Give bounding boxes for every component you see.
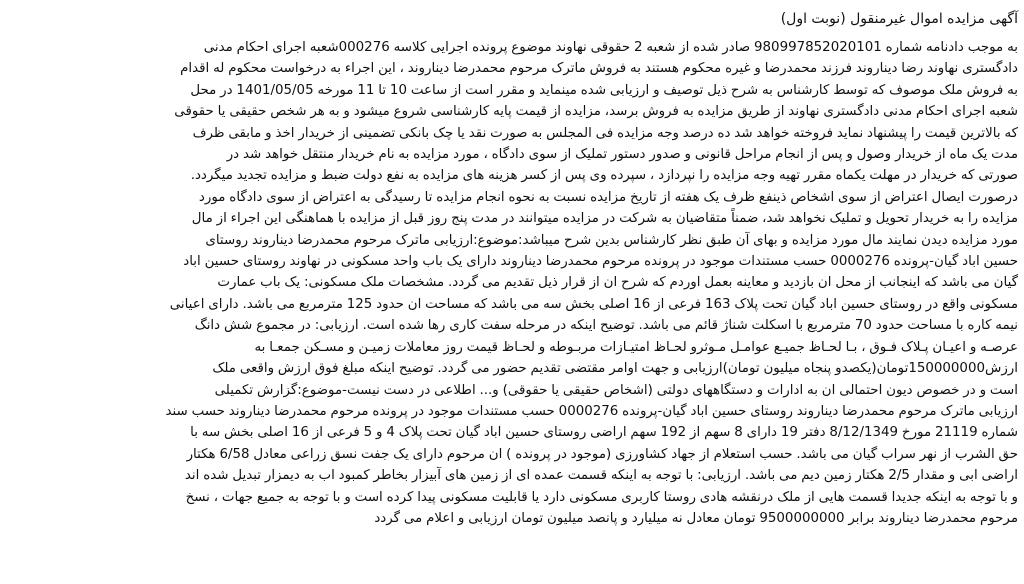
notice-line: حسین اباد گیان-پرونده 0000276 حسب مستندات موجود در پرونده مرحوم محمدرضا دیناروند دارای یک باب واحد مسکونی در نهاوند روستای حسین اباد — [183, 254, 1018, 270]
notice-title: آگهی مزایده اموال غیرمنقول (نوبت اول) — [780, 11, 1018, 27]
notice-line: دادگستری نهاوند رضا دیناروند فرزند محمدرضا و غیره محکوم هستند به فروش ماترک مرحوم محمدرضا دیناروند ، این اجراء به درخواست محکوم له اقدام — [180, 61, 1018, 77]
notice-line: مدت یک ماه از خریدار وصول و پس از انجام مراحل قانونی و صدور دستور تملیک از سوی دادگاه ، مورد مزایده به نام خریدار منتقل خواهد شد در — [226, 147, 1018, 163]
notice-line: درصورت ایصال اعتراض از سوی اشخاص ذینفع ظرف یک هفته از تاریخ مزایده نسبت به نحوه انجام مزایده تا رسیدگی به اعتراض از سوی دادگاه مورد — [198, 189, 1018, 205]
notice-line: است و در خصوص دیون احتمالی ان به ادارات و دستگاههای دولتی (اشخاص حقیقی یا حقوقی) و... اطلاعی در دست نیست-موضوع:گزارش تکمیلی — [214, 382, 1018, 398]
notice-line: ارزش150000000تومان(یکصدو پنجاه میلیون تومان)ارزیابی و جهت اوامر مقتضی تقدیم حضور می گردد. توضیح اینکه مبلغ فوق ارزش واقعی ملک — [212, 361, 1018, 377]
notice-line: مورد مزایده دیدن نمایند مال مورد مزایده و بهای آن طبق نظر کارشناس بدین شرح میباشد:موضوع:ارزیابی ماترک مرحوم محمدرضا دیناروند روستای — [205, 232, 1018, 248]
notice-line: عرصـه و اعیـان پـلاک فـوق ، بـا لحـاظ جمیـع عوامـل مـوثرو لحـاظ امتیـازات مربـوطه و لحـاظ قیمت روز معاملات زمیـن و مسـکن جمعـا به — [254, 339, 1018, 355]
notice-line: به موجب دادنامه شماره 980997852020101 صادر شده از شعبه 2 حقوقی نهاوند موضوع پرونده اجرایی کلاسه 000276شعبه اجرای احکام مدنی — [203, 40, 1018, 55]
notice-line: که بالاترین قیمت را پیشنهاد نماید فروخته خواهد شد ده درصد وجه مزایده فی المجلس به صورت نقد یا چک بانکی تضمینی از خریدار اخذ و مابقی ظرف — [192, 125, 1018, 141]
notice-line: و با توجه به اینکه جدیدا قسمت هایی از ملک درنقشه هادی روستا کاربری مسکونی دارد یا قابلیت مسکونی پیدا کرده است و با توجه به جمیع جهات ، نسخ — [185, 489, 1018, 505]
notice-line: صورتی که خریدار در مهلت یکماه مقرر تهیه وجه مزایده را نپردازد ، سپرده وی پس از کسر هزینه های مزایده به نفع دولت ضبط و مزایده تجدید میگردد. — [190, 168, 1018, 184]
notice-line: مرحوم محمدرضا دیناروند برابر 9500000000 تومان معادل نه میلیارد و پانصد میلیون تومان ارزیابی و اعلام می گردد — [374, 510, 1018, 526]
notice-line: مزایده را به خریدار تحویل و تملیک نخواهد شد، ضمناً متقاضیان به شرکت در مزایده میتوانند در مدت پنج روز قبل از مزایده با هماهنگی این اجراء از مال — [191, 211, 1018, 227]
notice-line: مسکونی واقع در روستای حسین اباد گیان تحت پلاک 163 فرعی از 16 اصلی بخش سه می باشد که مساحت ان حدود 125 مترمربع می باشد. دارای اعیانی — [169, 296, 1018, 312]
notice-line: حق الشرب از نهر سراب گیان می باشد. حسب استعلام از جهاد کشاورزی (موجود در پرونده ) ان مرحوم دارای یک جفت نسق زراعی معادل 6/58 هکتار — [186, 446, 1018, 462]
notice-line: اراضی ابی و مقدار 2/5 هکتار زمین دیم می باشد. ارزیابی: با توجه به اینکه قسمت عمده ای از زمین های آبیزار بخاطر کمبود اب به دیمزار تبدیل شده اند — [184, 468, 1018, 484]
notice-line: شعبه اجرای احکام مدنی دادگستری نهاوند از طریق مزایده به فروش برسد، مزایده از قیمت پایه کارشناسی شروع میشود و به هر شخص حقیقی یا حقوقی — [174, 104, 1018, 120]
notice-line: نیمه کاره با مساحت حدود 70 مترمربع با اسکلت شناژ قائم می باشد. توضیح اینکه در مرحله سفت کاری رها شده است. ارزیابی: در مجموع شش دانگ — [194, 318, 1018, 334]
notice-body — [6, 37, 1018, 529]
notice-line: شماره 21119 مورخ 8/12/1349 دفتر 19 دارای 8 سهم از 192 سهم اراضی روستای حسین اباد گیان تحت پلاک 4 و 5 فرعی از 16 اصلی بخش سه با — [190, 425, 1018, 441]
notice-line: گیان می باشد که اینجانب از محل ان بازدید و معاینه بعمل اوردم که شرح ان از قرار ذیل تقدیم می گردد. مشخصات ملک مسکونی: یک باب عمارت — [217, 275, 1018, 291]
notice-line: ارزیابی ماترک مرحوم محمدرضا دیناروند روستای حسین اباد گیان-پرونده 0000276 حسب مستندات موجود در پرونده مرحوم محمدرضا دیناروند حسب سند — [165, 403, 1018, 419]
notice-line: به فروش ملک موصوف که توسط کارشناس به شرح ذیل توصیف و ارزیابی شده مینماید و مقرر است از ساعت 10 تا 11 مورخه 1401/05/05 در محل — [190, 82, 1018, 98]
